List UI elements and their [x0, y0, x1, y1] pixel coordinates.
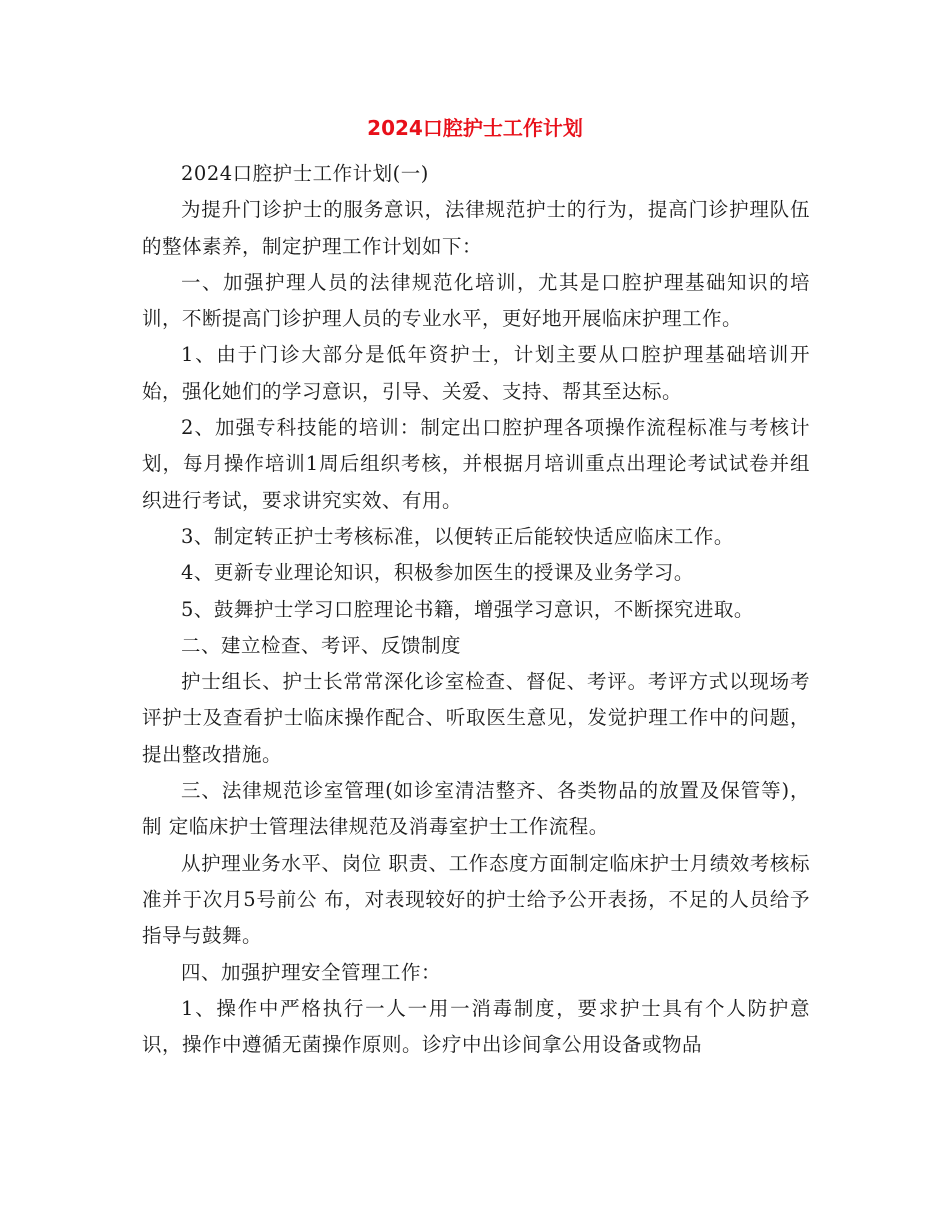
section-heading: 二、建立检查、考评、反馈制度 [181, 633, 462, 657]
section-heading: 四、加强护理安全管理工作： [181, 960, 442, 984]
paragraph: 3、制定转正护士考核标准，以便转正后能较快适应临床工作。 [181, 524, 734, 548]
section-heading: 2024口腔护士工作计划(一) [181, 162, 429, 185]
document-title: 2024口腔护士工作计划 [367, 116, 583, 140]
paragraph: 4、更新专业理论知识，积极参加医生的授课及业务学习。 [181, 561, 694, 585]
paragraph: 从护理业务水平、岗位 职责、工作态度方面制定临床护士月绩效考核标准并于次月5号前公 布，对表现较好的护士给予公开表扬，不足的人员给予指导与鼓舞。 [142, 851, 810, 948]
paragraph: 1、由于门诊大部分是低年资护士，计划主要从口腔护理基础培训开始，强化她们的学习意识，引导、关爱、支持、帮其至达标。 [142, 343, 810, 403]
paragraph: 1、操作中严格执行一人一用一消毒制度，要求护士具有个人防护意 识，操作中遵循无菌操作原则。诊疗中出诊间拿公用设备或物品 [142, 996, 810, 1057]
paragraph: 5、鼓舞护士学习口腔理论书籍，增强学习意识，不断探究进取。 [181, 597, 754, 621]
paragraph: 三、法律规范诊室管理(如诊室清洁整齐、各类物品的放置及保管等)，制 定临床护士管理法律规范及消毒室护士工作流程。 [142, 779, 810, 839]
paragraph: 一、加强护理人员的法律规范化培训，尤其是口腔护理基础知识的培训，不断提高门诊护理人员的专业水平，更好地开展临床护理工作。 [142, 270, 810, 331]
document-body [142, 156, 810, 1063]
paragraph: 为提升门诊护士的服务意识，法律规范护士的行为，提高门诊护理队伍的整体素养，制定护理工作计划如下： [142, 198, 810, 258]
paragraph: 2、加强专科技能的培训：制定出口腔护理各项操作流程标准与考核计划，每月操作培训1周后组织考核，并根据月培训重点出理论考试试卷并组织进行考试，要求讲究实效、有用。 [142, 416, 810, 512]
paragraph: 护士组长、护士长常常深化诊室检查、督促、考评。考评方式以现场考评护士及查看护士临床操作配合、听取医生意见，发觉护理工作中的问题，提出整改措施。 [142, 670, 810, 766]
